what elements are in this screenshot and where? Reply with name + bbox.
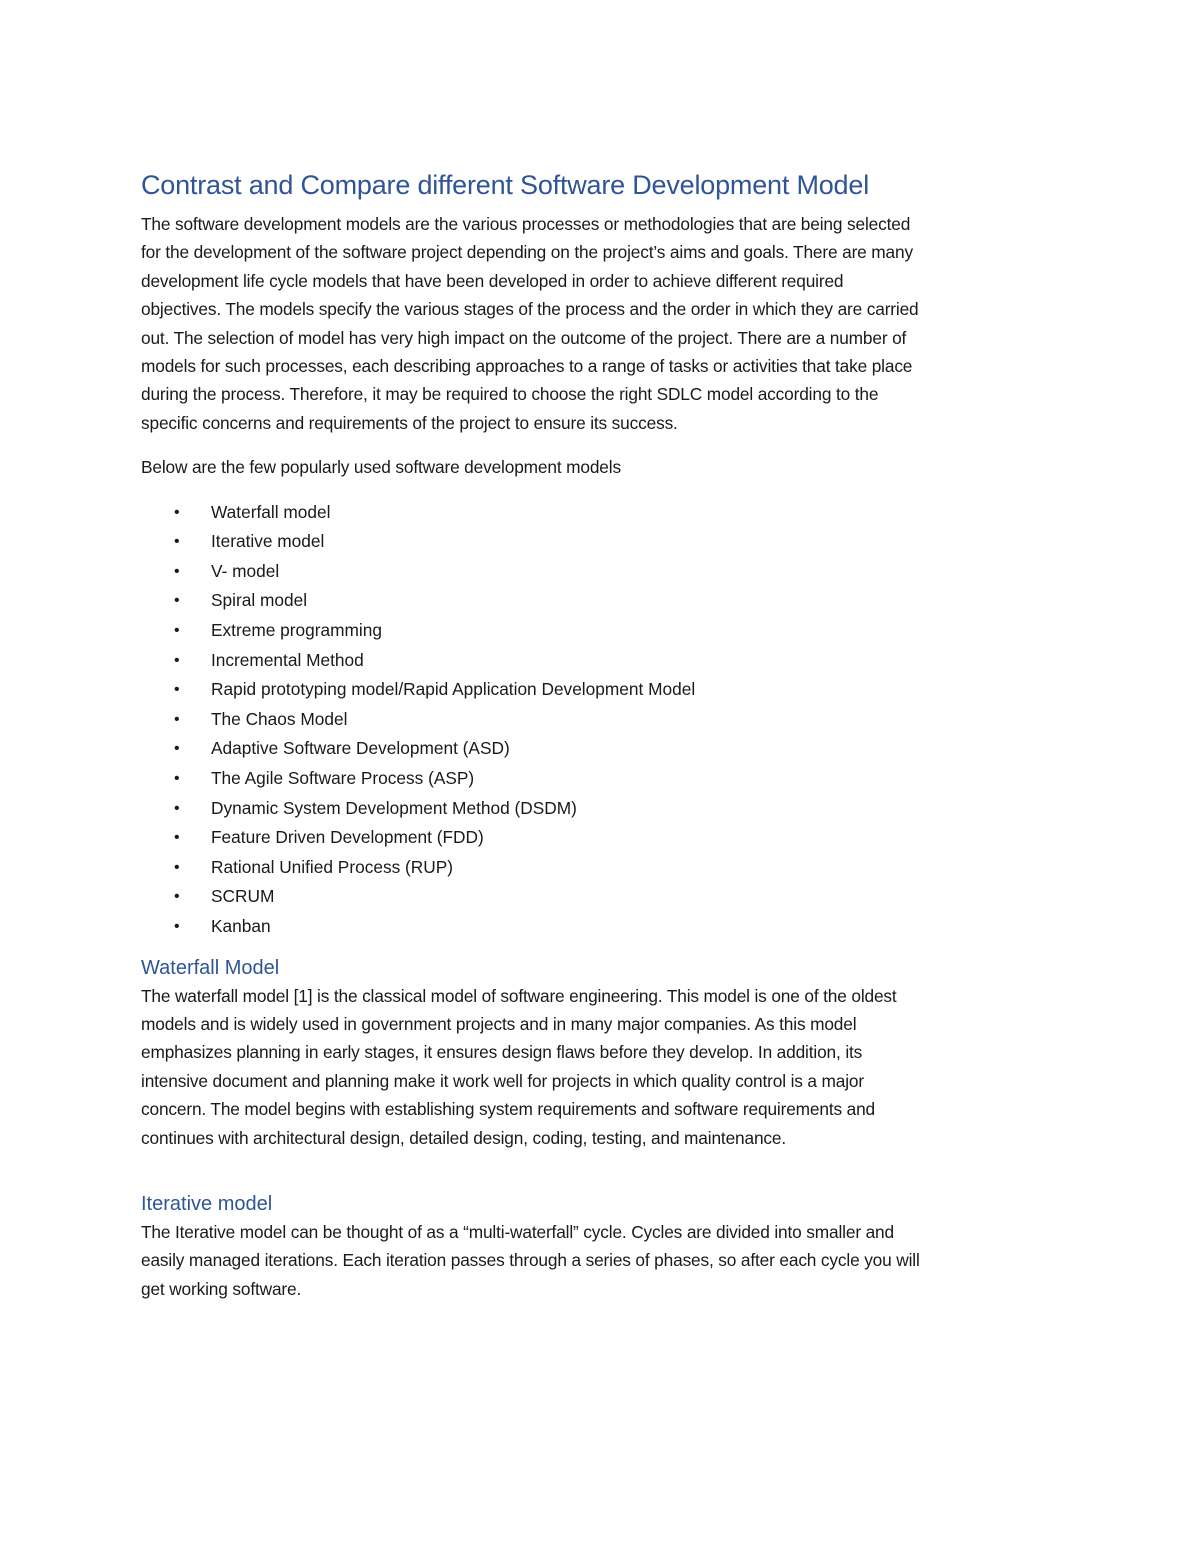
list-item (141, 823, 1056, 853)
bullet-icon: • (174, 592, 180, 610)
list-item (141, 527, 1056, 557)
iterative-line: easily managed iterations. Each iteration passes through a series of phases, so after each cycle you will (141, 1250, 920, 1271)
waterfall-line: models and is widely used in government projects and in many major companies. As this model (141, 1013, 857, 1034)
models-list (141, 498, 1056, 942)
list-item-label: The Chaos Model (211, 708, 348, 729)
list-item-label: Kanban (211, 915, 271, 936)
list-item-label: The Agile Software Process (ASP) (211, 768, 475, 788)
list-item (141, 586, 1056, 616)
bullet-icon: • (174, 858, 180, 876)
waterfall-line: intensive document and planning make it work well for projects in which quality control is a major (141, 1070, 864, 1091)
list-item (141, 853, 1056, 883)
document-page (141, 160, 1056, 1303)
list-item-label: Waterfall model (211, 501, 331, 522)
list-item (141, 764, 1056, 794)
bullet-icon: • (174, 888, 180, 906)
iterative-heading: Iterative model (141, 1193, 273, 1215)
list-item (141, 794, 1056, 824)
intro-line: models for such processes, each describing approaches to a range of tasks or activities that take place (141, 356, 913, 377)
waterfall-paragraph (141, 982, 1056, 1152)
list-item-label: V- model (211, 560, 280, 581)
list-item-label: Iterative model (211, 531, 325, 552)
list-item (141, 675, 1056, 705)
iterative-line: get working software. (141, 1278, 302, 1299)
iterative-line: The Iterative model can be thought of as a “multi-waterfall” cycle. Cycles are divided into smaller and (141, 1222, 894, 1242)
waterfall-line: continues with architectural design, detailed design, coding, testing, and maintenance. (141, 1127, 787, 1148)
intro-paragraph (141, 210, 1056, 437)
intro-line: out. The selection of model has very high impact on the outcome of the project. There are a number of (141, 327, 907, 348)
intro-line: The software development models are the various processes or methodologies that are being selected (141, 214, 911, 234)
list-item (141, 616, 1056, 646)
list-item-label: Extreme programming (211, 620, 382, 641)
bullet-icon: • (174, 562, 180, 580)
list-item (141, 882, 1056, 912)
list-item (141, 734, 1056, 764)
list-item-label: Feature Driven Development (FDD) (211, 827, 484, 848)
list-item-label: Adaptive Software Development (ASD) (211, 738, 510, 759)
bullet-icon: • (174, 770, 180, 787)
document-title: Contrast and Compare different Software Development Model (141, 170, 869, 200)
bullet-icon: • (174, 681, 180, 699)
bullet-icon: • (174, 651, 180, 669)
bullet-icon: • (174, 829, 180, 847)
bullet-icon: • (174, 533, 180, 551)
list-item (141, 912, 1056, 942)
iterative-paragraph (141, 1218, 1056, 1303)
list-item-label: Dynamic System Development Method (DSDM) (211, 797, 577, 818)
list-item-label: SCRUM (211, 886, 275, 907)
intro-line: during the process. Therefore, it may be required to choose the right SDLC model according to the (141, 384, 879, 405)
intro-line: development life cycle models that have been developed in order to achieve different required (141, 270, 844, 291)
list-item-label: Incremental Method (211, 649, 364, 670)
waterfall-heading: Waterfall Model (141, 956, 280, 979)
list-item-label: Spiral model (211, 590, 308, 611)
intro-line: objectives. The models specify the various stages of the process and the order in which they are carried (141, 299, 919, 320)
bullet-icon: • (174, 710, 180, 728)
bullet-icon: • (174, 740, 180, 758)
list-item-label: Rational Unified Process (RUP) (211, 856, 454, 877)
intro-line: for the development of the software project depending on the project’s aims and goals. There are many (141, 242, 913, 263)
list-item (141, 557, 1056, 587)
intro-line: specific concerns and requirements of the project to ensure its success. (141, 412, 678, 433)
list-item (141, 498, 1056, 528)
bullet-icon: • (174, 622, 180, 640)
bullet-icon: • (174, 917, 180, 935)
bullet-icon: • (174, 503, 180, 521)
waterfall-line: The waterfall model [1] is the classical model of software engineering. This model is one of the oldest (141, 985, 897, 1006)
list-item (141, 646, 1056, 676)
waterfall-line: emphasizes planning in early stages, it ensures design flaws before they develop. In addition, its (141, 1042, 863, 1063)
list-lead-text: Below are the few popularly used software development models (141, 457, 621, 478)
list-item (141, 705, 1056, 735)
waterfall-line: concern. The model begins with establishing system requirements and software requirements and (141, 1099, 876, 1120)
list-item-label: Rapid prototyping model/Rapid Application Development Model (211, 679, 696, 700)
bullet-icon: • (174, 799, 180, 817)
